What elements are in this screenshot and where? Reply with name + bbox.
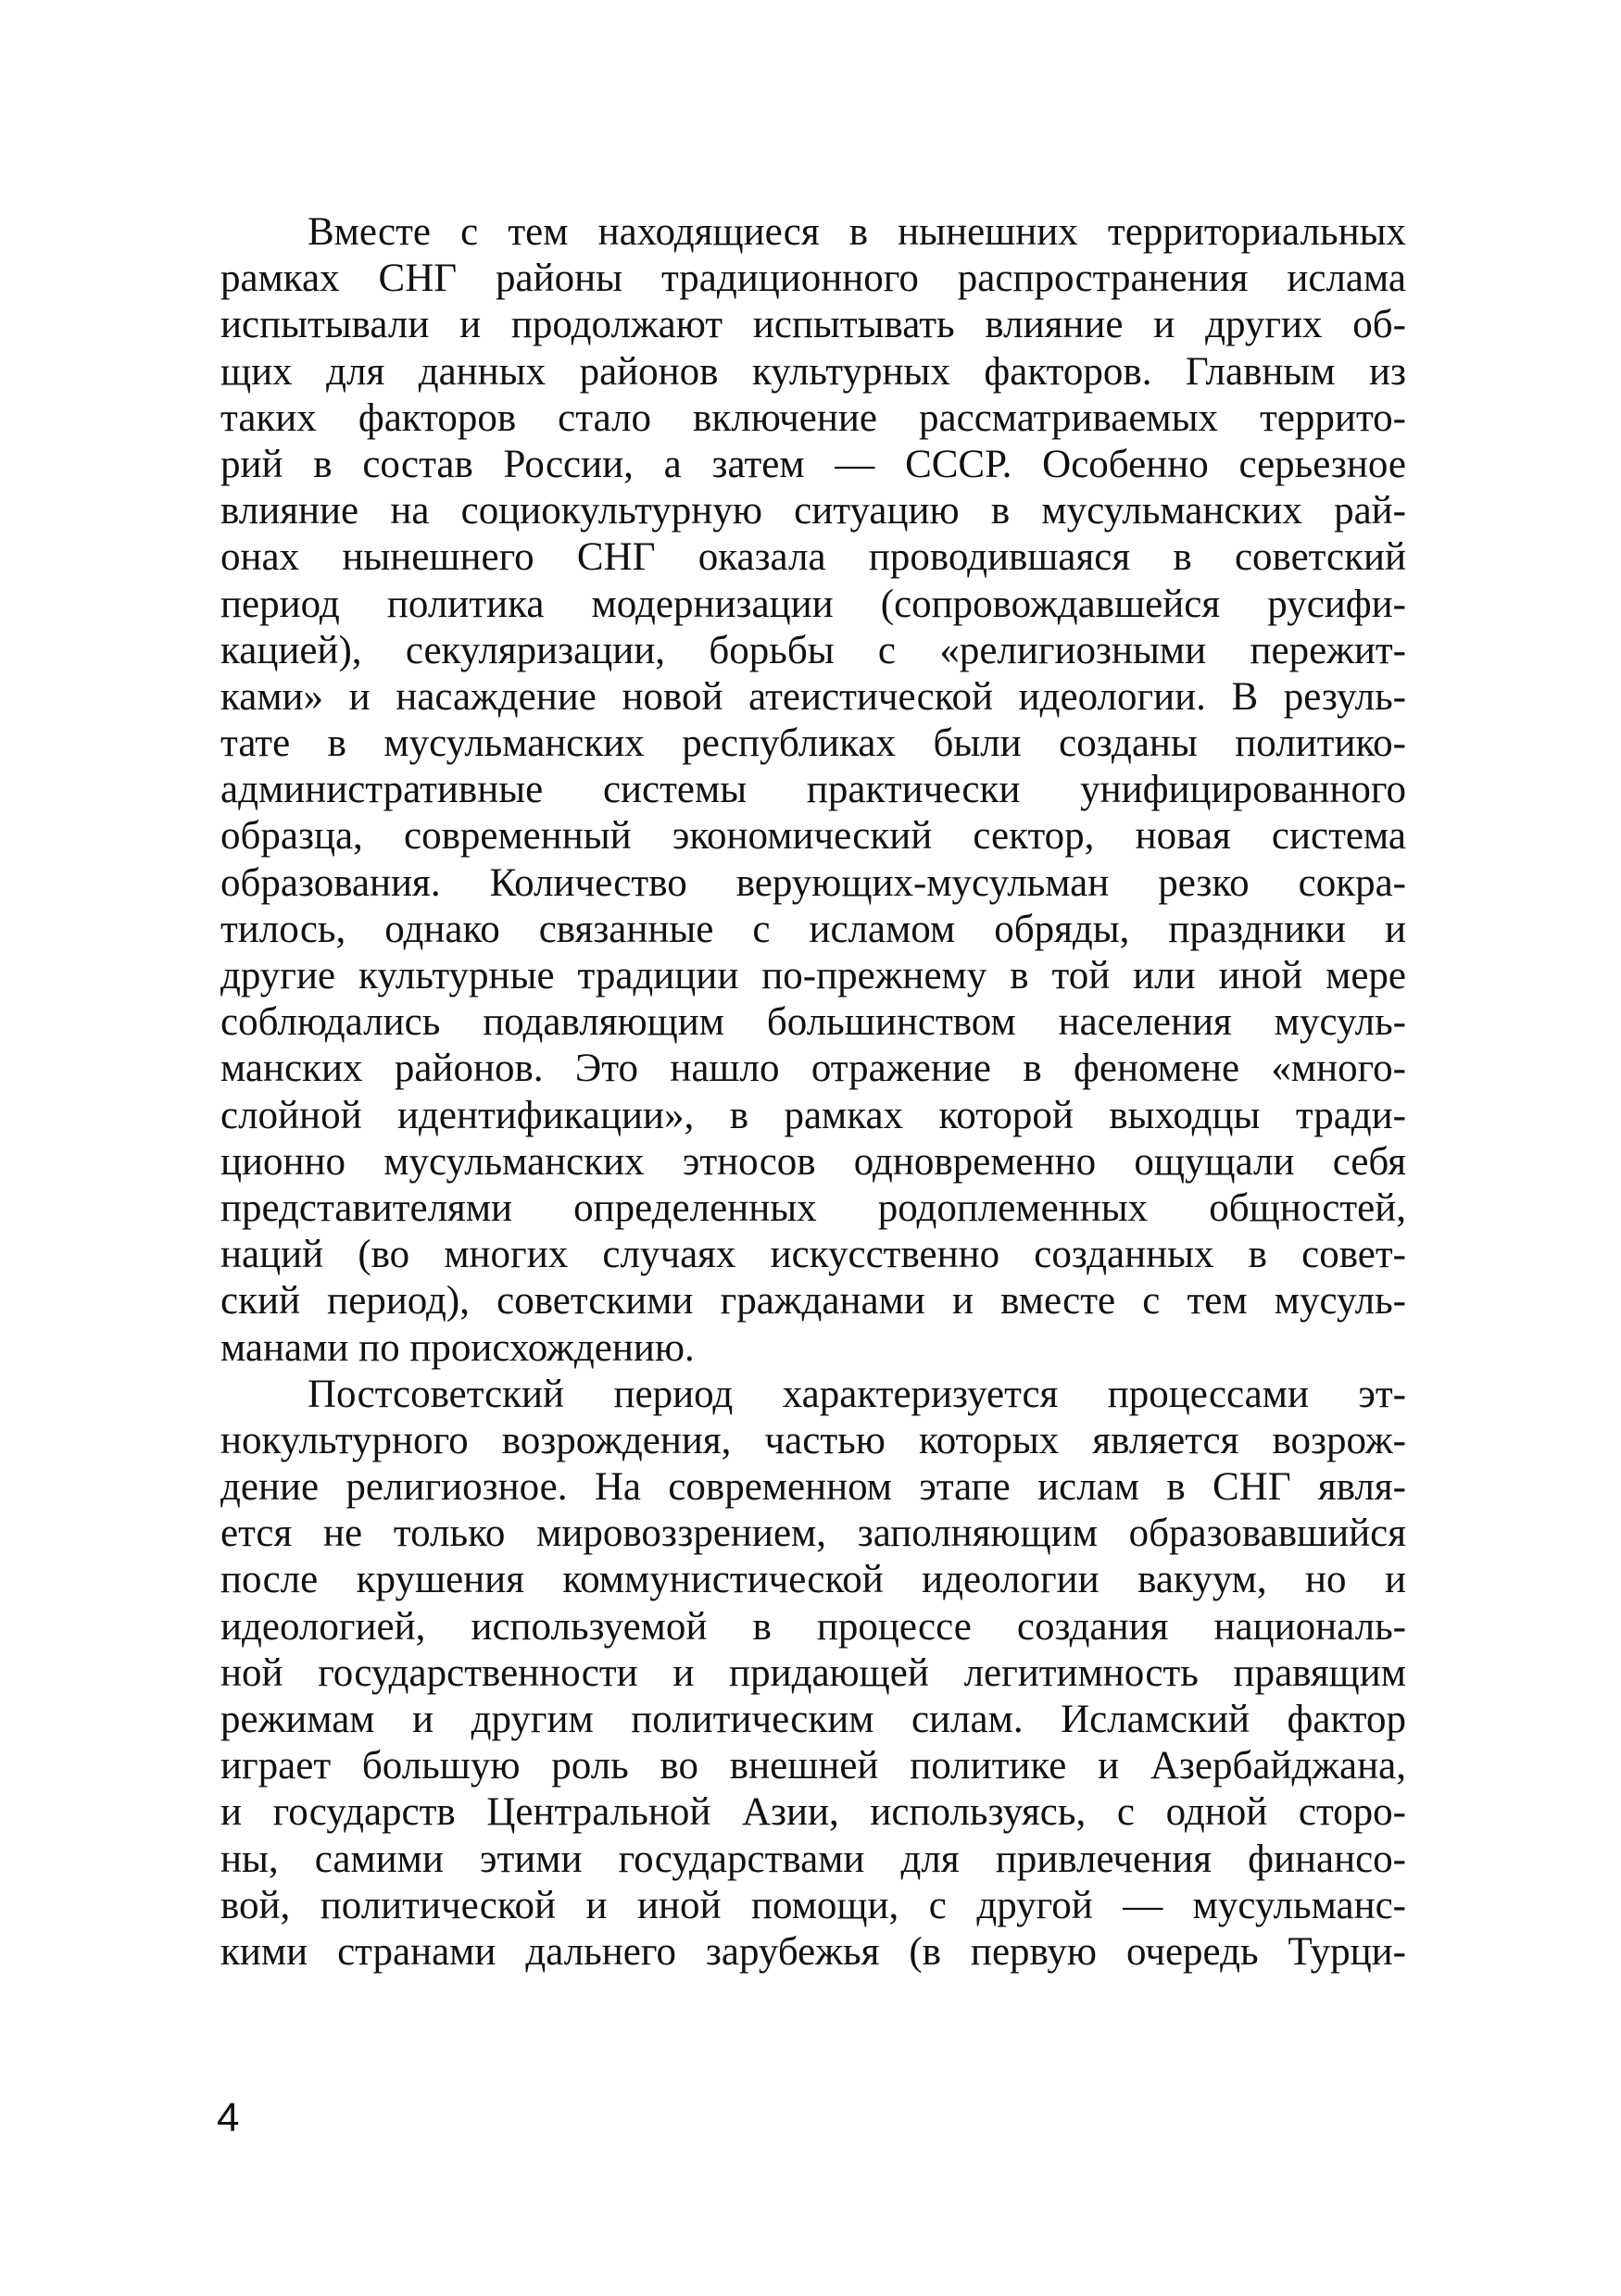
text-line: ны, самими этими государствами для привлечения финансо-	[220, 1837, 1406, 1881]
text-line: испытывали и продолжают испытывать влияние и других об-	[220, 303, 1406, 347]
text-line: период политика модернизации (сопровождавшейся русифи-	[220, 582, 1406, 626]
text-line: наций (во многих случаях искусственно созданных в совет-	[220, 1233, 1406, 1277]
text-line: ционно мусульманских этносов одновременно ощущали себя	[220, 1139, 1406, 1184]
text-line: ной государственности и придающей легитимность правящим	[220, 1650, 1406, 1695]
text-line: манских районов. Это нашло отражение в феномене «много-	[220, 1047, 1406, 1091]
text-line: представителями определенных родоплеменных общностей,	[220, 1186, 1406, 1230]
text-line: образования. Количество верующих-мусульман резко сокра-	[220, 860, 1406, 905]
text-line: режимам и другим политическим силам. Исламский фактор	[220, 1698, 1406, 1741]
text-line: играет большую роль во внешней политике и Азербайджана,	[220, 1744, 1406, 1788]
text-line: Постсоветский период характеризуется процессами эт-	[308, 1372, 1406, 1416]
paragraph-1	[220, 209, 1406, 1372]
text-line: вой, политической и иной помощи, с другой — мусульманс-	[220, 1883, 1406, 1927]
text-line: нокультурного возрождения, частью которых является возрож-	[220, 1418, 1406, 1462]
text-line: после крушения коммунистической идеологии вакуум, но и	[220, 1558, 1406, 1602]
text-line: административные системы практически унифицированного	[220, 768, 1406, 812]
text-line: онах нынешнего СНГ оказала проводившаяся в советский	[220, 535, 1406, 580]
body-text	[220, 209, 1406, 1976]
text-line: тате в мусульманских республиках были созданы политико-	[220, 721, 1406, 766]
text-line: слойной идентификации», в рамках которой выходцы тради-	[220, 1093, 1406, 1137]
paragraph-2	[220, 1372, 1406, 1976]
text-line: дение религиозное. На современном этапе ислам в СНГ явля-	[220, 1465, 1406, 1510]
text-line: таких факторов стало включение рассматриваемых террито-	[220, 395, 1406, 440]
text-line: Вместе с тем находящиеся в нынешних территориальных	[308, 210, 1406, 254]
text-line: образца, современный экономический сектор, новая система	[220, 814, 1406, 859]
text-line: и государств Центральной Азии, используясь, с одной сторо-	[220, 1790, 1406, 1835]
text-line: кими странами дальнего зарубежья (в первую очередь Турци-	[220, 1929, 1406, 1974]
text-line: рий в состав России, а затем — СССР. Особенно серьезное	[220, 442, 1406, 486]
text-line: рамках СНГ районы традиционного распространения ислама	[220, 257, 1406, 301]
text-line: идеологией, используемой в процессе создания националь-	[220, 1604, 1406, 1649]
text-line: щих для данных районов культурных факторов. Главным из	[220, 349, 1406, 394]
text-line: тилось, однако связанные с исламом обряды, праздники и	[220, 907, 1406, 951]
text-line: влияние на социокультурную ситуацию в мусульманских рай-	[220, 489, 1406, 533]
text-line: манами по происхождению.	[220, 1325, 695, 1370]
text-line: соблюдались подавляющим большинством населения мусуль-	[220, 1000, 1406, 1045]
text-line: ется не только мировоззрением, заполняющим образовавшийся	[220, 1512, 1406, 1556]
text-line: другие культурные традиции по-прежнему в той или иной мере	[220, 954, 1406, 997]
text-line: ский период), советскими гражданами и вместе с тем мусуль-	[220, 1279, 1406, 1324]
text-line: ками» и насаждение новой атеистической идеологии. В резуль-	[220, 674, 1406, 719]
text-line: кацией), секуляризации, борьбы с «религиозными пережит-	[220, 628, 1406, 672]
page-number: 4	[217, 2095, 240, 2140]
